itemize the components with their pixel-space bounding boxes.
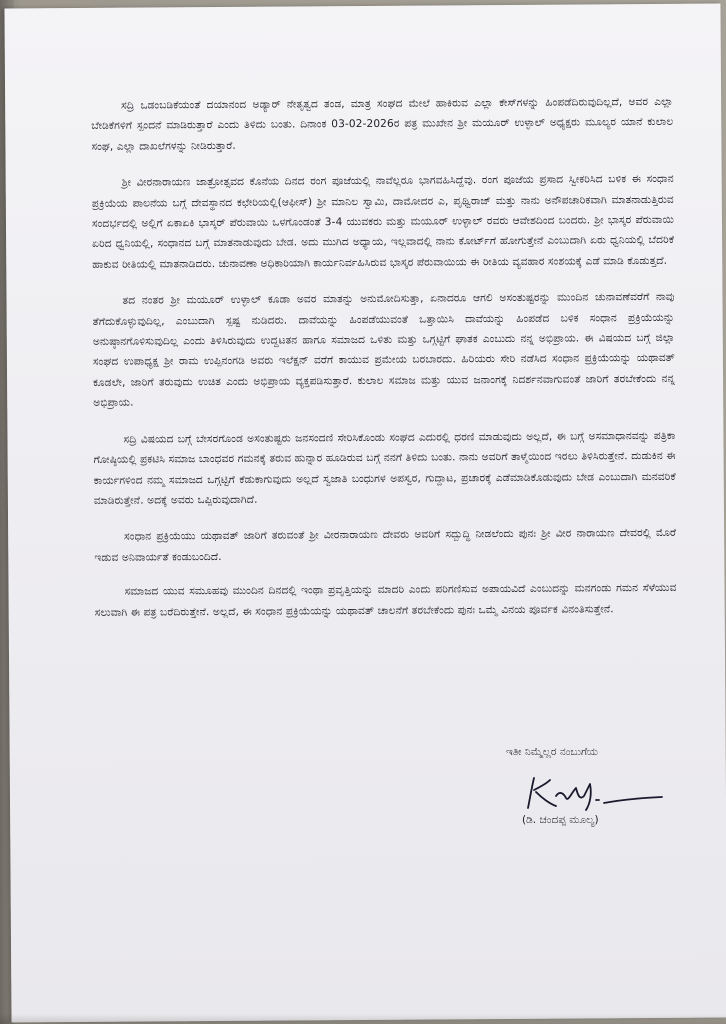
paragraph-1: ಸದ್ರಿ ಒಡಂಬಡಿಕೆಯಂತೆ ದಯಾನಂದ ಅಡ್ಯಾರ್ ನೇತೃತ್ವದ ತಂಡ, ಮಾತ್ರ ಸಂಘದ ಮೇಲೆ ಹಾಕಿರುವ ಎಲ್ಲಾ ಕೇಸ್‌ಗಳನ್ನು ಹಿಂಪಡೆದಿರುವುದಿಲ್ಲದೆ, ಅವರ ಎಲ್ಲಾ ಬೇಡಿಕೆಗಳಿಗೆ ಸ್ಪಂದನೆ ಮಾಡಿರುತ್ತಾರೆ ಎಂದು ತಿಳಿದು ಬಂತು. ದಿನಾಂಕ 03-02-2026ರ ಪತ್ರ ಮುಖೇನ ಶ್ರೀ ಮಯೂರ್ ಉಳ್ಳಾಲ್ ಅಧ್ಯಕ್ಷರು ಮೂಲ್ಯರ ಯಾನೆ ಕುಲಾಲ ಸಂಘ, ಎಲ್ಲಾ ದಾಖಲೆಗಳನ್ನು ನೀಡಿರುತ್ತಾರೆ. [91, 95, 674, 153]
letter-page [4, 4, 726, 1023]
bottom-shadow [0, 1014, 726, 1024]
letter-body [91, 92, 677, 637]
paragraph-5: ಸಂಧಾನ ಪ್ರಕ್ರಿಯೆಯು ಯಥಾವತ್ ಜಾರಿಗೆ ತರುವಂತೆ ಶ್ರೀ ವೀರನಾರಾಯಣ ದೇವರು ಅವರಿಗೆ ಸದ್ಬುದ್ಧಿ ನೀಡಲೆಂದು ಪುನಃ ಶ್ರೀ ವೀರ ನಾರಾಯಣ ದೇವರಲ್ಲಿ ಮೊರೆ ಇಡುವ ಅನಿವಾರ್ಯತೆ ಕಂಡುಬಂದಿದೆ. [94, 527, 677, 564]
paragraph-3: ತದ ನಂತರ ಶ್ರೀ ಮಯೂರ್ ಉಳ್ಳಾಲ್ ಕೂಡಾ ಅವರ ಮಾತನ್ನು ಅನುಮೋದಿಸುತ್ತಾ, ಏನಾದರೂ ಆಗಲಿ ಅಸಂತುಷ್ಟರನ್ನು ಮುಂದಿನ ಚುನಾವಣೆವರೆಗೆ ನಾವು ತೆಗೆದುಕೊಳ್ಳುವುದಿಲ್ಲ, ಎಂಬುದಾಗಿ ಸ್ಪಷ್ಟ ನುಡಿದರು. ದಾವೆಯನ್ನು ಹಿಂಪಡೆಯುವಂತೆ ಒತ್ತಾಯಿಸಿ ದಾವೆಯನ್ನು ಹಿಂಪಡೆದ ಬಳಿಕ ಸಂಧಾನ ಪ್ರಕ್ರಿಯೆಯನ್ನು ಅನುಷ್ಠಾನಗೊಳಿಸುವುದಿಲ್ಲ ಎಂದು ತಿಳಿಸಿರುವುದು ಉದ್ದಟತನ ಹಾಗೂ ಸಮಾಜದ ಒಳಿತು ಮತ್ತು ಒಗ್ಗಟ್ಟಿಗೆ ಘಾತಕ ಎಂಬುದು ನನ್ನ ಅಭಿಪ್ರಾಯ. ಈ ವಿಷಯದ ಬಗ್ಗೆ ಜಿಲ್ಲಾ ಸಂಘದ ಉಪಾಧ್ಯಕ್ಷ ಶ್ರೀ ರಾಮ ಉಪ್ಪಿನಂಗಡಿ ಅವರು ಇಲೆಕ್ಷನ್ ವರೆಗೆ ಕಾಯುವ ಪ್ರಮೇಯ ಬರಬಾರದು. ಹಿರಿಯರು ಸೇರಿ ನಡೆಸಿದ ಸಂಧಾನ ಪ್ರಕ್ರಿಯೆಯನ್ನು ಯಥಾವತ್ ಕೂಡಲೇ, ಜಾರಿಗೆ ತರುವುದು ಉಚಿತ ಎಂದು ಅಭಿಪ್ರಾಯ ವ್ಯಕ್ತಪಡಿಸುತ್ತಾರೆ. ಕುಲಾಲ ಸಮಾಜ ಮತ್ತು ಯುವ ಜನಾಂಗಕ್ಕೆ ನಿದರ್ಶನವಾಗುವಂತೆ ಜಾರಿಗೆ ತರಬೇಕೆಂದು ನನ್ನ ಅಭಿಪ್ರಾಯ. [92, 291, 676, 410]
paragraph-2: ಶ್ರೀ ವೀರನಾರಾಯಣ ಜಾತ್ರೋತ್ಸವದ ಕೊನೆಯ ದಿನದ ರಂಗ ಪೂಜೆಯಲ್ಲಿ ನಾವೆಲ್ಲರೂ ಭಾಗವಹಿಸಿದ್ದೆವು. ರಂಗ ಪೂಜೆಯ ಪ್ರಸಾದ ಸ್ವೀಕರಿಸಿದ ಬಳಿಕ ಈ ಸಂಧಾನ ಪ್ರಕ್ರಿಯೆಯ ಪಾಲನೆಯ ಬಗ್ಗೆ ದೇವಸ್ಥಾನದ ಕಛೇರಿಯಲ್ಲಿ(ಆಫೀಸ್) ಶ್ರೀ ಮಾನಿಲ ಸ್ವಾಮಿ, ದಾಮೋದರ ಎ, ಪೃಥ್ವಿರಾಜ್ ಮತ್ತು ನಾನು ಅನೌಪಚಾರಿಕವಾಗಿ ಮಾತನಾಡುತ್ತಿರುವ ಸಂದರ್ಭದಲ್ಲಿ ಅಲ್ಲಿಗೆ ಏಕಾಏಕಿ ಭಾಸ್ಕರ್ ಪೆರುವಾಯಿ ಒಳಗೊಂಡಂತೆ 3-4 ಯುವಕರು ಮತ್ತು ಮಯೂರ್ ಉಳ್ಳಾಲ್ ರವರು ಆವೇಶದಿಂದ ಬಂದರು. ಶ್ರೀ ಭಾಸ್ಕರ ಪೆರುವಾಯಿ ಏರಿದ ಧ್ವನಿಯಲ್ಲಿ, ಸಂಧಾನದ ಬಗ್ಗೆ ಮಾತನಾಡುವುದು ಬೇಡ. ಅದು ಮುಗಿದ ಅಧ್ಯಾಯ, ಇಲ್ಲವಾದಲ್ಲಿ ನಾನು ಕೋರ್ಟ್‌ಗೆ ಹೋಗುತ್ತೇನೆ ಎಂಬುದಾಗಿ ಏರು ಧ್ವನಿಯಲ್ಲಿ ಬೆದರಿಕೆ ಹಾಕುವ ರೀತಿಯಲ್ಲಿ ಮಾತನಾಡಿದರು. ಚುನಾವಣಾ ಅಧಿಕಾರಿಯಾಗಿ ಕಾರ್ಯನಿರ್ವಹಿಸಿರುವ ಭಾಸ್ಕರ ಪೆರುವಾಯಿಯ ಈ ರೀತಿಯ ವ್ಯವಹಾರ ಸಂಶಯಕ್ಕೆ ಎಡೆ ಮಾಡಿ ಕೊಡುತ್ತದೆ. [91, 173, 675, 271]
handwritten-signature [520, 770, 670, 820]
closing-salutation: ಇತೀ ನಿಮ್ಮೆಲ್ಲರ ನಂಬುಗೆಯ [506, 746, 599, 758]
signatory-name: (ಡಿ. ಚಂದಪ್ಪ ಮೂಲ್ಯ) [522, 814, 599, 826]
paragraph-4: ಸದ್ರಿ ವಿಷಯದ ಬಗ್ಗೆ ಬೇಸರಗೊಂಡ ಅಸಂತುಷ್ಟರು ಜನಸಂದಣಿ ಸೇರಿಸಿಕೊಂಡು ಸಂಘದ ಎದುರಲ್ಲಿ ಧರಣಿ ಮಾಡುವುದು ಅಲ್ಲದೆ, ಈ ಬಗ್ಗೆ ಅಸಮಾಧಾನವನ್ನು ಪತ್ರಿಕಾ ಗೋಷ್ಠಿಯಲ್ಲಿ ಪ್ರಕಟಿಸಿ ಸಮಾಜ ಬಾಂಧವರ ಗಮನಕ್ಕೆ ತರುವ ಹುನ್ನಾರ ಹೂಡಿರುವ ಬಗ್ಗೆ ನನಗೆ ತಿಳಿದು ಬಂತು. ನಾನು ಅವರಿಗೆ ತಾಳ್ಮೆಯಿಂದ ಇರಲು ತಿಳಿಸಿರುತ್ತೇನೆ. ದುಡುಕಿನ ಈ ಕಾರ್ಯಗಳಿಂದ ನಮ್ಮ ಸಮಾಜದ ಒಗ್ಗಟ್ಟಿಗೆ ಕೆಡುಕಾಗುವುದು ಅಲ್ಲದೆ ಸ್ವಜಾತಿ ಬಂಧುಗಳ ಅಪಸ್ವರ, ಗುದ್ದಾಟ, ಪ್ರಚಾರಕ್ಕೆ ಎಡೆಮಾಡಿಕೊಡುವುದು ಬೇಡ ಎಂಬುದಾಗಿ ಮನವರಿಕೆ ಮಾಡಿರುತ್ತೇನೆ. ಅದಕ್ಕೆ ಅವರು ಒಪ್ಪಿರುವುದಾಗಿದೆ. [93, 429, 676, 507]
paragraph-6: ಸಮಾಜದ ಯುವ ಸಮೂಹವು ಮುಂದಿನ ದಿನದಲ್ಲಿ ಇಂಥಾ ಪ್ರವೃತ್ತಿಯನ್ನು ಮಾದರಿ ಎಂದು ಪರಿಗಣಿಸುವ ಅಪಾಯವಿದೆ ಎಂಬುದನ್ನು ಮನಗಂಡು ಗಮನ ಸೆಳೆಯುವ ಸಲುವಾಗಿ ಈ ಪತ್ರ ಬರೆದಿರುತ್ತೇನೆ. ಅಲ್ಲದೆ, ಈ ಸಂಧಾನ ಪ್ರಕ್ರಿಯೆಯನ್ನು ಯಥಾವತ್ ಚಾಲನೆಗೆ ತರಬೇಕೆಂದು ಪುನಃ ಒಮ್ಮೆ ವಿನಯ ಪೂರ್ವಕ ವಿನಂತಿಸುತ್ತೇನೆ. [94, 581, 677, 619]
